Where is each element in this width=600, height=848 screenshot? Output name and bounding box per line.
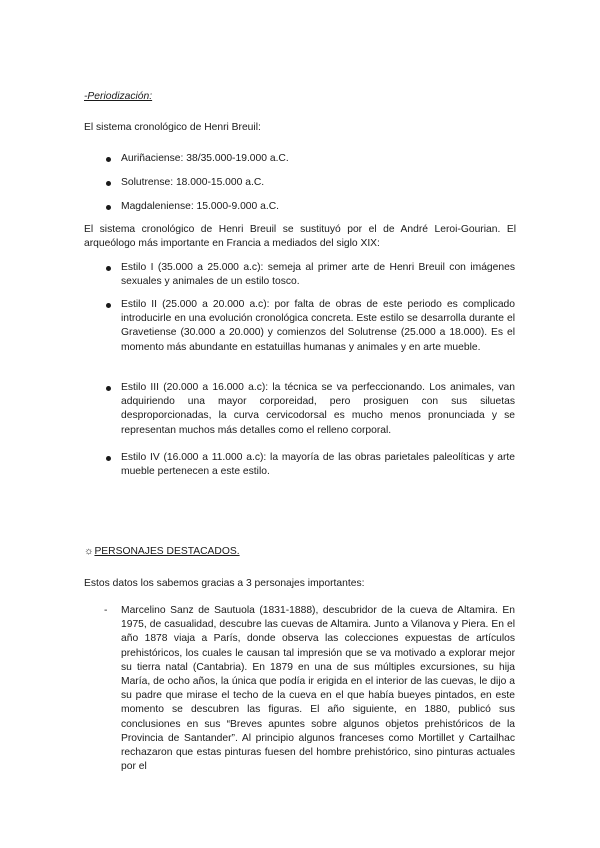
period-item: Auriñaciense: 38/35.000-19.000 a.C.	[121, 153, 289, 164]
bullet-icon	[106, 205, 111, 210]
bullet-icon	[106, 386, 111, 391]
sun-icon: ☼	[84, 546, 94, 557]
personajes-heading	[84, 545, 240, 559]
breuil-paragraph: El sistema cronológico de Henri Breuil se sustituyó por el de André Leroi-Gourian. El arqueólogo más importante en Francia a mediados del siglo XIX:	[84, 224, 516, 250]
periodizacion-heading: -Periodización:	[84, 91, 153, 102]
bullet-icon	[106, 266, 111, 271]
sautuola-item: Marcelino Sanz de Sautuola (1831-1888), descubridor de la cueva de Altamira. En 1975, de casualidad, descubre las cuevas de Altamira. Junto a Vilanova y Piera. En el año 1878 viaja a París, donde observa las colecciones expuestas de artículos prehistóricos, los cuales le causan tal impresión que se va motivado a explorar mejor su tierra natal (Cantabria). En 1879 en una de sus múltiples excursiones, su hija María, de ocho años, la única que podía ir erigida en el interior de las cuevas, le dijo a su padre que mirase el techo de la cueva en el que había bueyes pintados, en este momento se descubren las figuras. El año siguiente, en 1880, publicó sus conclusiones en sus “Breves apuntes sobre algunos objetos prehistóricos de la Provincia de Santander”. Al principio algunos franceses como Mortillet y Cartailhac rechazaron que estas pinturas fuesen del hombre prehistórico, sino pinturas actuales por el	[121, 605, 515, 773]
personajes-intro: Estos datos los sabemos gracias a 3 personajes importantes:	[84, 578, 365, 589]
period-item: Magdaleniense: 15.000-9.000 a.C.	[121, 201, 279, 212]
bullet-icon	[106, 303, 111, 308]
dash-bullet: -	[104, 605, 108, 616]
style-item-2: Estilo II (25.000 a 20.000 a.c): por falta de obras de este periodo es complicado introducirle en una evolución cronológica concreta. Este estilo se desarrolla durante el Gravetiense (30.000 a 20.000) y comienzos del Solutrense (25.000 a 18.000). Es el momento más abundante en estatuillas humanas y animales y en arte mueble.	[121, 299, 515, 353]
personajes-heading-text: PERSONAJES DESTACADOS.	[94, 546, 240, 557]
style-item-3: Estilo III (20.000 a 16.000 a.c): la técnica se va perfeccionando. Los animales, van adquiriendo una mayor corporeidad, pero prosiguen con sus siluetas desproporcionadas, la curva cervicodorsal es mucho menos pronunciada y se representan muchos más detalles como el relleno corporal.	[121, 382, 515, 436]
style-item-1: Estilo I (35.000 a 25.000 a.c): semeja al primer arte de Henri Breuil con imágenes sexuales y animales de un estilo tosco.	[121, 262, 515, 288]
period-item: Solutrense: 18.000-15.000 a.C.	[121, 177, 265, 188]
style-item-4: Estilo IV (16.000 a 11.000 a.c): la mayoría de las obras parietales paleolíticas y arte mueble pertenecen a este estilo.	[121, 452, 515, 478]
periodizacion-intro: El sistema cronológico de Henri Breuil:	[84, 122, 261, 133]
bullet-icon	[106, 456, 111, 461]
bullet-icon	[106, 157, 111, 162]
bullet-icon	[106, 181, 111, 186]
